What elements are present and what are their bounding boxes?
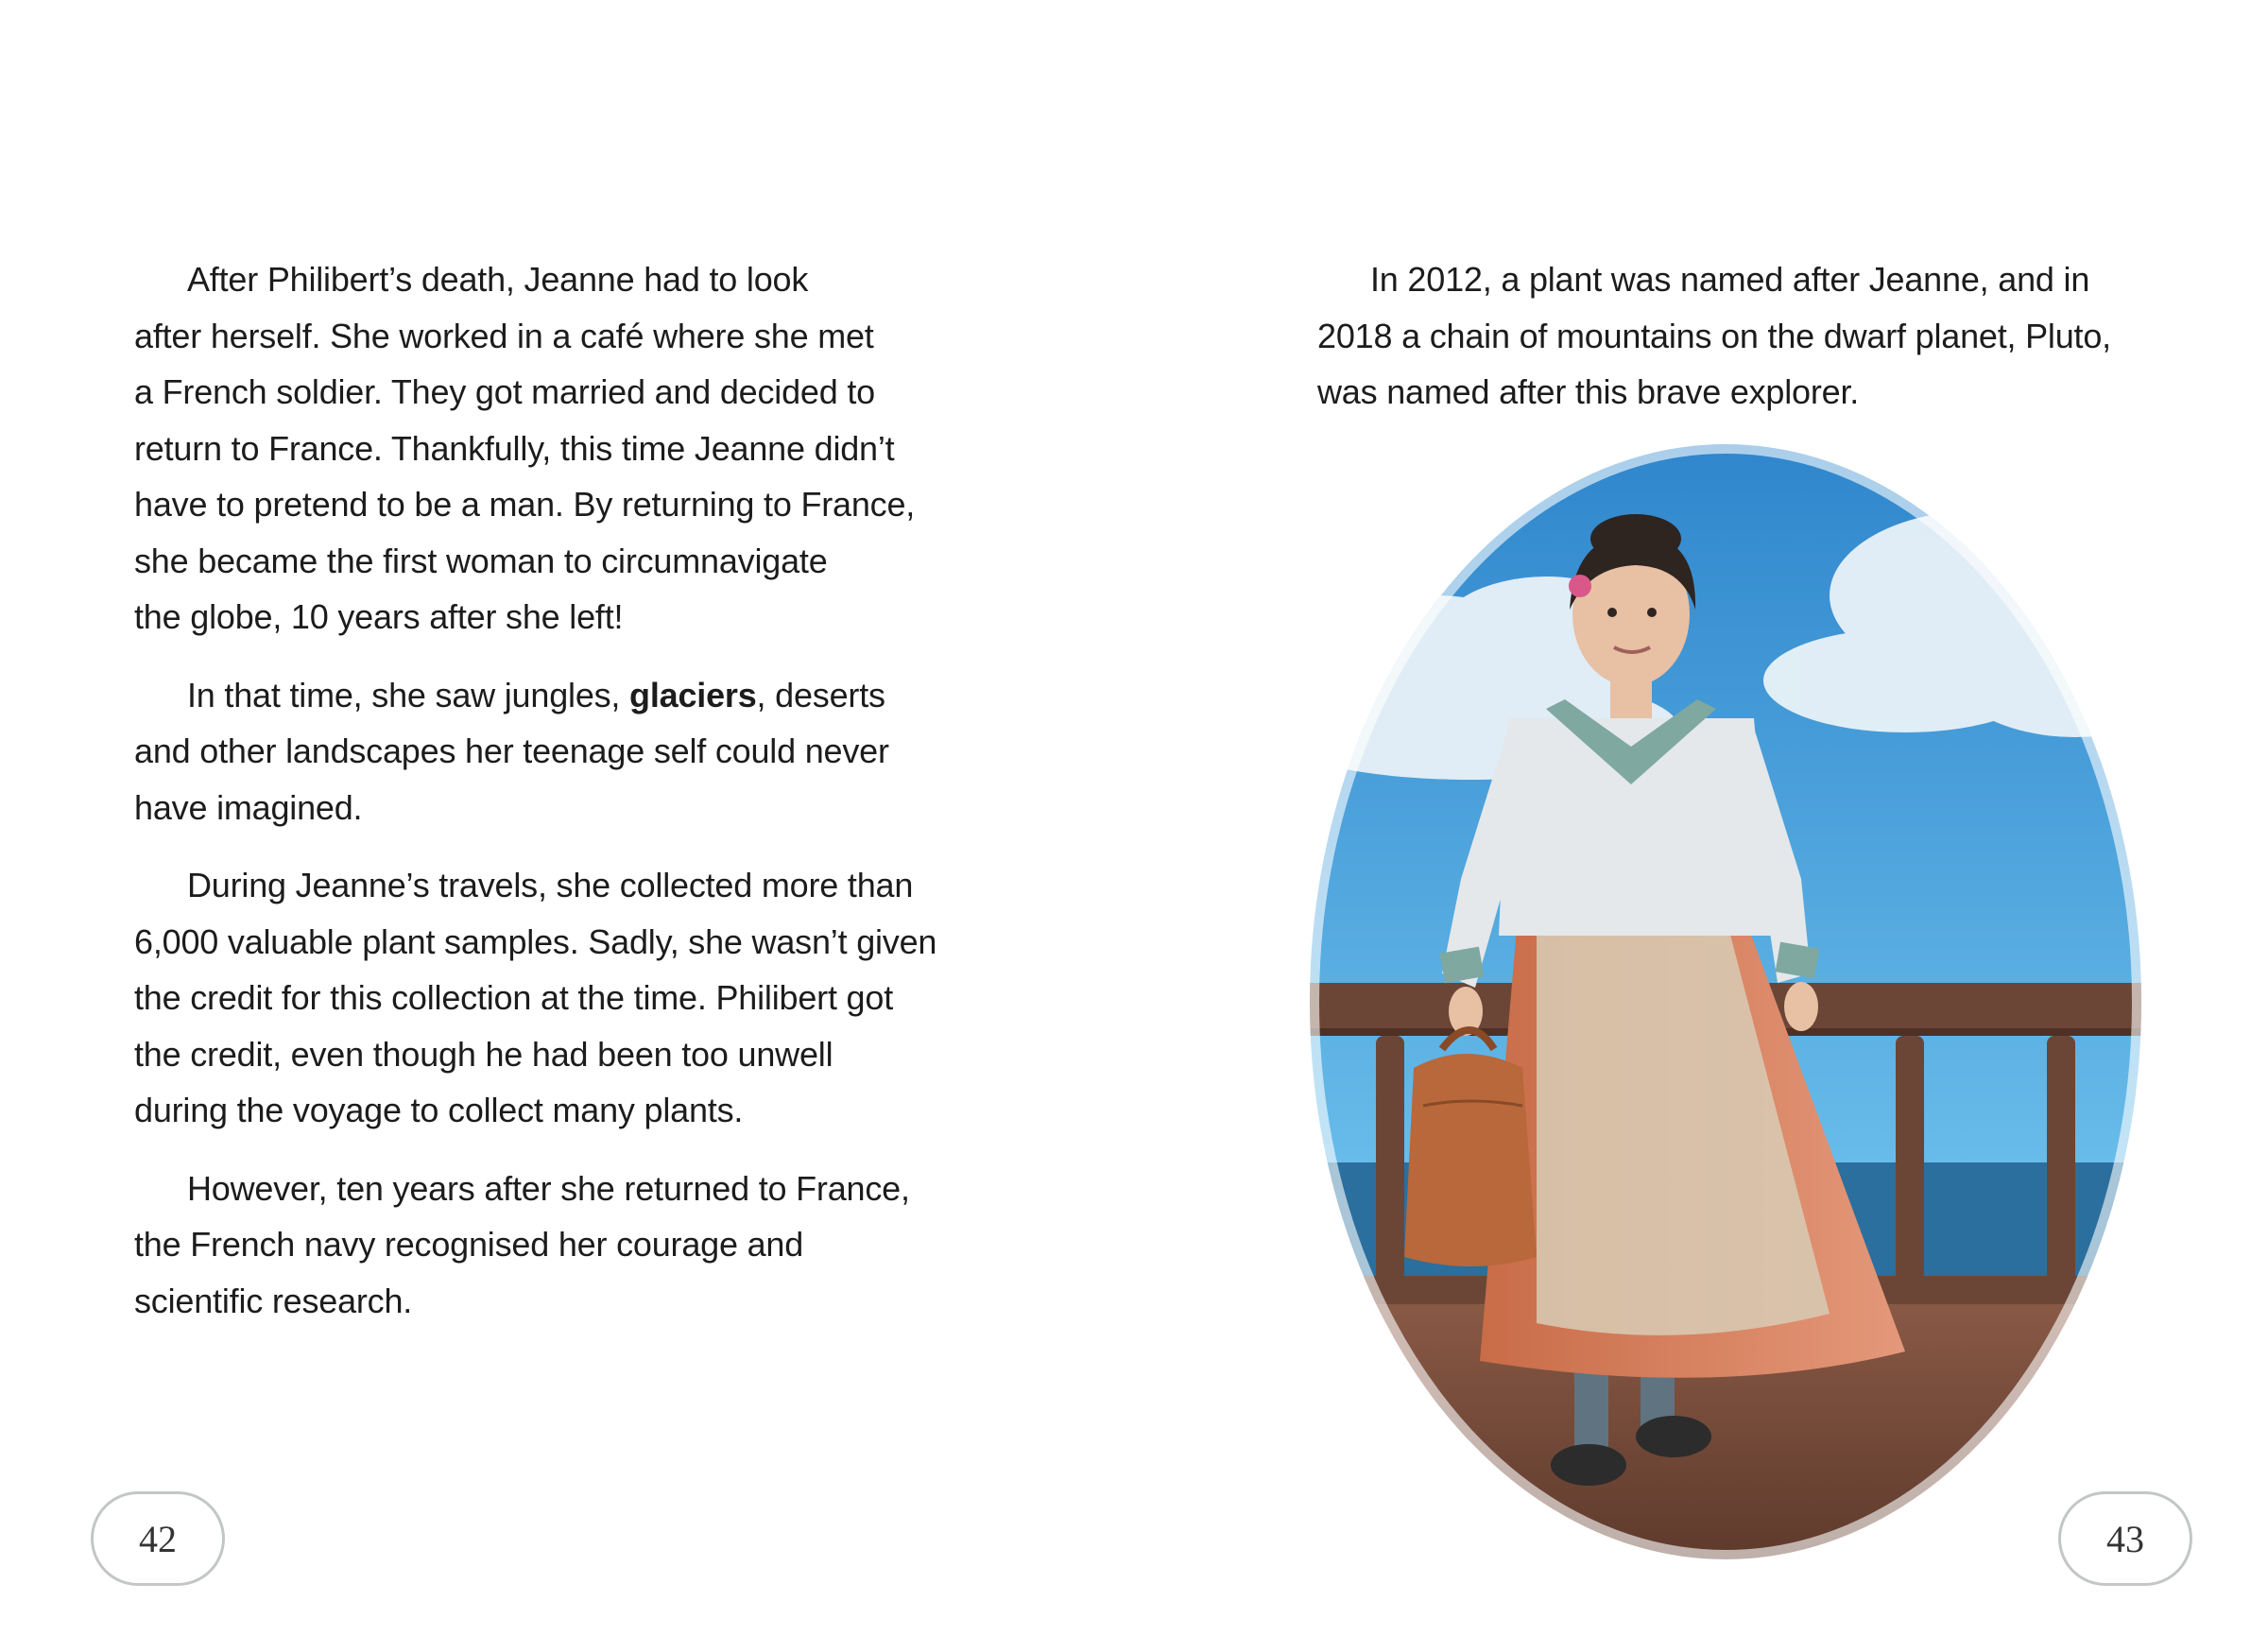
text-line: a French soldier. They got married and decided to: [134, 372, 875, 411]
page-number: 42: [91, 1491, 225, 1586]
text-line: she became the first woman to circumnavigate: [134, 541, 828, 580]
text-line: After Philibert’s death, Jeanne had to look: [187, 260, 809, 299]
travel-bag: [1404, 1030, 1537, 1266]
glossary-term-glaciers: glaciers: [629, 675, 757, 714]
text-line: 2018 a chain of mountains on the dwarf planet, Pluto,: [1317, 316, 2111, 355]
text-line: during the voyage to collect many plants.: [134, 1091, 744, 1129]
page-number: 43: [2058, 1491, 2192, 1586]
text-line: the credit, even though he had been too unwell: [134, 1034, 833, 1074]
text-line: scientific research.: [134, 1281, 413, 1320]
left-page-text: [134, 251, 1098, 1351]
text-line: and other landscapes her teenage self could never: [134, 731, 889, 770]
text-line: During Jeanne’s travels, she collected more than: [187, 866, 914, 904]
text-line: the French navy recognised her courage and: [134, 1225, 804, 1264]
text-line: after herself. She worked in a café where she met: [134, 316, 874, 355]
text-line: 6,000 valuable plant samples. Sadly, she wasn’t given: [134, 921, 937, 961]
text-line: was named after this brave explorer.: [1317, 372, 1860, 411]
paragraph-2: [134, 667, 1098, 836]
text-line: the credit for this collection at the time. Philibert got: [134, 978, 893, 1017]
right-page-text: [1317, 251, 2225, 442]
text-line: In 2012, a plant was named after Jeanne, and in: [1370, 260, 2090, 299]
text-line: return to France. Thankfully, this time Jeanne didn’t: [134, 428, 895, 468]
text-line: However, ten years after she returned to France,: [187, 1168, 910, 1208]
right-page: [1134, 0, 2268, 1635]
paragraph-4: [134, 1161, 1098, 1330]
text-line: [134, 667, 1098, 724]
paragraph-1: [1317, 251, 2225, 421]
text-fragment: In that time, she saw jungles,: [187, 675, 630, 714]
explorer-illustration: [1300, 444, 2151, 1559]
text-line: the globe, 10 years after she left!: [134, 597, 624, 636]
text-line: have imagined.: [134, 787, 363, 827]
paragraph-1: [134, 251, 1098, 645]
paragraph-3: [134, 857, 1098, 1139]
text-fragment: , deserts: [756, 675, 885, 714]
text-line: have to pretend to be a man. By returning to France,: [134, 485, 916, 524]
